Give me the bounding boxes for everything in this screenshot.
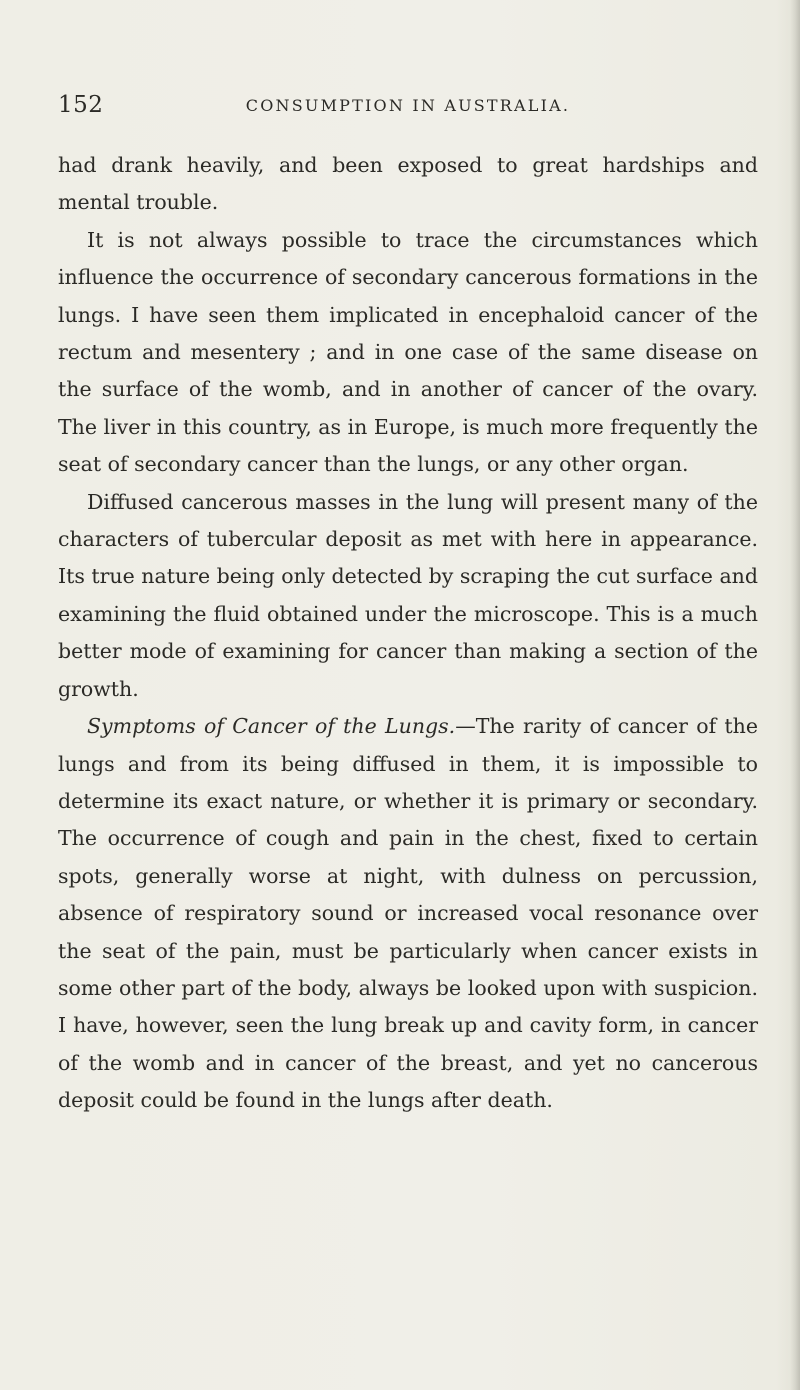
page-number: 152 [58, 92, 104, 118]
page-edge-shadow [790, 0, 800, 1390]
running-head: CONSUMPTION IN AUSTRALIA. [245, 96, 571, 115]
section-heading-symptoms: Symptoms of Cancer of the Lungs. [87, 714, 456, 739]
paragraph-symptoms [58, 708, 758, 1119]
paragraph-diffused-masses: Diffused cancerous masses in the lung will present many of the characters of tubercular deposit as met with here in appearance. Its true nature being only detected by scraping the cut surface and examining the fluid obtained under the microscope. This is a much better mode of examining for cancer than making a section of the growth. [58, 489, 758, 701]
paragraph-continuation: had drank heavily, and been exposed to great hardships and mental trouble. [58, 153, 758, 215]
paragraph-circumstances: It is not always possible to trace the circumstances which influence the occurrence of secondary cancerous formations in the lungs. I have seen them implicated in encephaloid cancer of the rectum and mesentery ; and in one case of the same disease on the surface of the womb, and in another of cancer of the ovary. The liver in this country, as in Europe, is much more frequently the seat of secondary cancer than the lungs, or any other organ. [58, 227, 758, 477]
symptoms-text: —The rarity of cancer of the lungs and from its being diffused in them, it is impossible to determine its exact nature, or whether it is primary or secondary. The occurrence of cough and pain in the chest, fixed to certain spots, generally worse at night, with dulness on percussion, absence of respiratory sound or increased vocal resonance over the seat of the pain, must be particularly when cancer exists in some other part of the body, always be looked upon with suspicion. I have, however, seen the lung break up and cavity form, in cancer of the womb and in cancer of the breast, and yet no cancerous deposit could be found in the lungs after death. [58, 714, 758, 1113]
page-header [58, 92, 758, 122]
body-text [58, 147, 758, 1120]
